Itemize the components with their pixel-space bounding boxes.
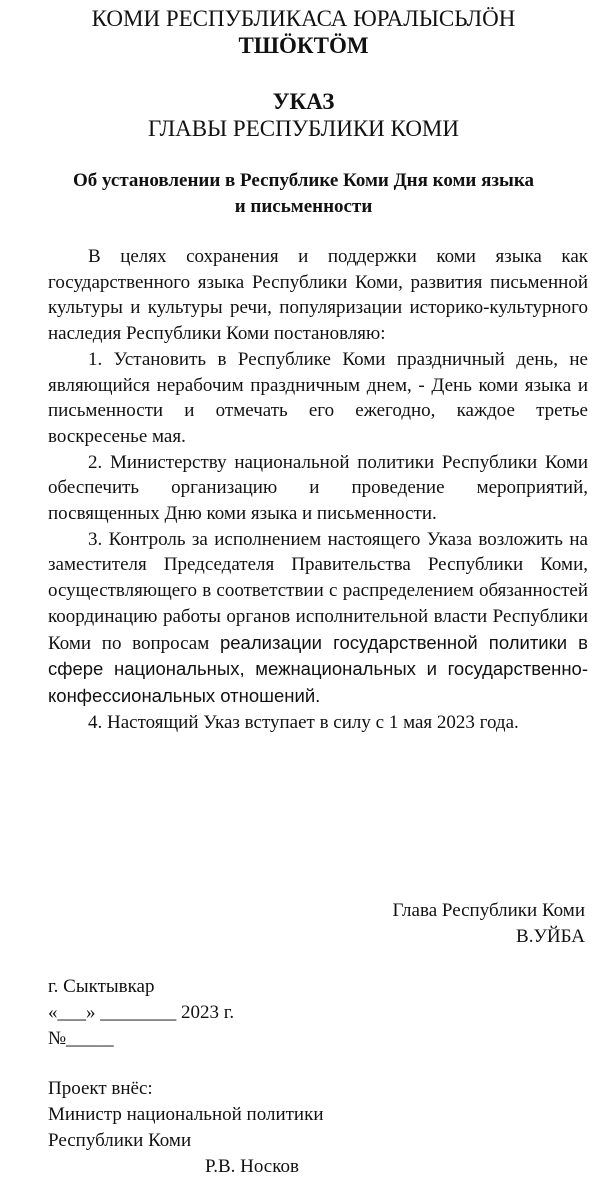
header-komi-line1: КОМИ РЕСПУБЛИКАСА ЮРАЛЫСЬЛÖН [91,6,516,31]
footer-number: №_____ [48,1028,114,1049]
item-1-paragraph: 1. Установить в Республике Коми праздничный день, не являющийся нерабочим праздничным днем, - День коми языка и письменности и отмечать его ежегодно, каждое третье воскресенье мая. [48,348,588,447]
doc-type: УКАЗ [272,89,335,114]
item-3-text-part1: 3. Контроль за исполнением настоящего Указа возложить на заместителя Председателя Правительства Республики Коми, осуществляющего в соответствии с распределением обязанностей координацию работы органов исполнительной власти Республики Коми по вопросам [48,528,588,654]
project-label: Проект внёс: [48,1078,153,1099]
decree-title-line2: и письменности [234,196,373,217]
item-4-paragraph: 4. Настоящий Указ вступает в силу с 1 мая 2023 года. [88,711,519,733]
preamble-paragraph: В целях сохранения и поддержки коми языка как государственного языка Республики Коми, развития письменной культуры и культуры речи, популяризации историко-культурного наследия Республики Коми постановляю: [48,246,588,345]
decree-title-line1: Об установлении в Республике Коми Дня коми языка [72,170,535,191]
issuer: ГЛАВЫ РЕСПУБЛИКИ КОМИ [148,116,459,141]
header-komi-line2: ТШÖКТÖМ [238,33,369,58]
footer-city: г. Сыктывкар [48,976,155,997]
item-2-paragraph: 2. Министерству национальной политики Республики Коми обеспечить организацию и проведение мероприятий, посвященных Дню коми языка и письменности. [48,451,588,525]
footer-date: «___» ________ 2023 г. [48,1002,235,1023]
signature-name: В.УЙБА [516,926,585,947]
project-author-name: Р.В. Носков [205,1156,299,1177]
item-3-text-part2: реализации государственной политики в сфере национальных, межнациональных и государственно-конфессиональных отношений. [48,631,589,706]
project-minister: Министр национальной политики [48,1104,324,1125]
decree-body [48,244,588,735]
signature-position: Глава Республики Коми [392,900,585,921]
project-republic: Республики Коми [48,1130,192,1151]
item-3-paragraph [48,527,588,710]
